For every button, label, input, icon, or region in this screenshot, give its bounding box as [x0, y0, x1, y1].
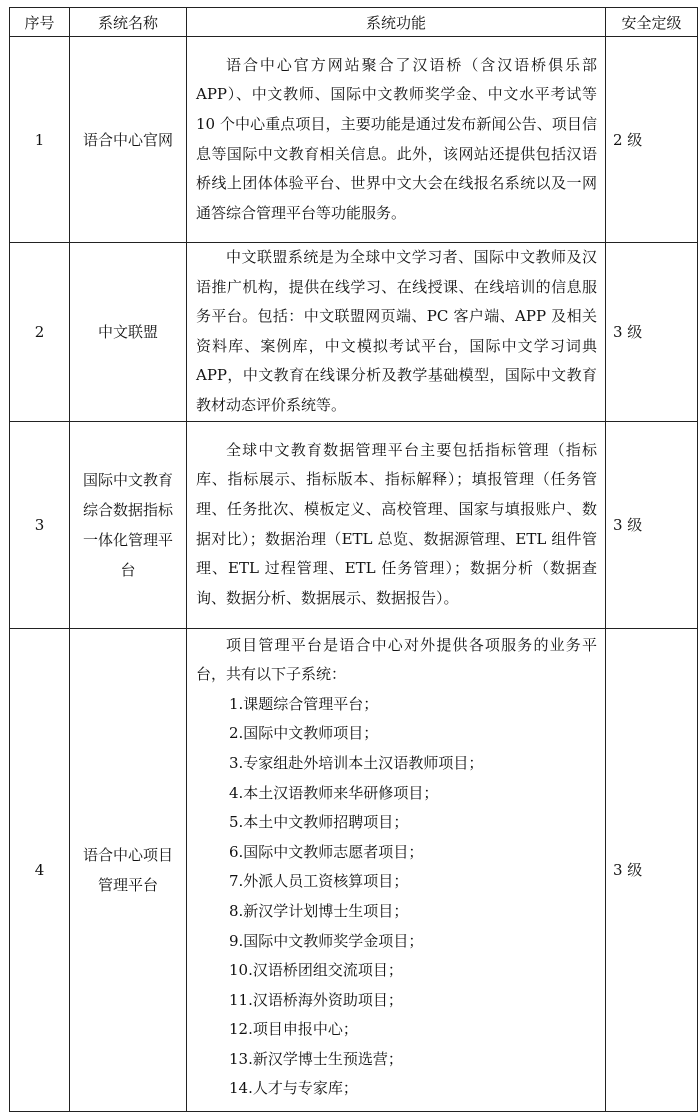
table-row	[10, 37, 698, 243]
function-text: 全球中文教育数据管理平台主要包括指标管理（指标库、指标展示、指标版本、指标解释）；填报管理（任务管理、任务批次、模板定义、高校管理、国家与填报账户、数据对比）；数据治理（ETL 总览、数据源管理、ETL 组件管理、ETL 过程管理、ETL 任务管理）；数据分析（数据查询、数据分析、数据展示、数据报告）。	[196, 440, 597, 607]
subsystem-list	[196, 690, 597, 1104]
subsystem-item: 7.外派人员工资核算项目；	[229, 872, 409, 891]
header-function: 系统功能	[187, 8, 606, 37]
header-level: 安全定级	[606, 8, 698, 37]
table-row	[10, 628, 698, 1111]
subsystem-item: 1.课题综合管理平台；	[229, 694, 379, 713]
row-no: 4	[10, 628, 70, 1111]
subsystem-item: 4.本土汉语教师来华研修项目；	[229, 783, 439, 802]
row-security-level: 3 级	[606, 628, 698, 1111]
subsystem-item: 2.国际中文教师项目；	[229, 724, 379, 743]
subsystem-item: 10.汉语桥团组交流项目；	[229, 961, 403, 980]
row-function	[187, 243, 606, 422]
systems-table	[9, 7, 698, 1112]
subsystem-item: 5.本土中文教师招聘项目；	[229, 813, 409, 832]
table-row	[10, 421, 698, 628]
row-security-level: 2 级	[606, 37, 698, 243]
subsystem-item: 13.新汉学博士生预选营；	[229, 1049, 403, 1068]
row-no: 1	[10, 37, 70, 243]
subsystem-item: 14.人才与专家库；	[229, 1079, 358, 1098]
row-function	[187, 421, 606, 628]
function-text: 中文联盟系统是为全球中文学习者、国际中文教师及汉语推广机构，提供在线学习、在线授课、在线培训的信息服务平台。包括：中文联盟网页端、PC 客户端、APP 及相关资料库、案例库，中文模拟考试平台，国际中文学习词典 APP，中文教育在线课分析及教学基础模型，国际中文教育教材动态评价系统等。	[196, 248, 597, 414]
subsystem-item: 9.国际中文教师奖学金项目；	[229, 931, 424, 950]
row-no: 3	[10, 421, 70, 628]
row-security-level: 3 级	[606, 243, 698, 422]
row-system-name: 中文联盟	[70, 243, 187, 422]
subsystem-item: 11.汉语桥海外资助项目；	[229, 990, 403, 1009]
row-system-name: 语合中心项目管理平台	[70, 628, 187, 1111]
row-function	[187, 37, 606, 243]
subsystem-item: 3.专家组赴外培训本土汉语教师项目；	[229, 753, 484, 772]
function-text: 语合中心官方网站聚合了汉语桥（含汉语桥俱乐部 APP）、中文教师、国际中文教师奖学金、中文水平考试等 10 个中心重点项目，主要功能是通过发布新闻公告、项目信息等国际中文教育相关信息。此外，该网站还提供包括汉语桥线上团体体验平台、世界中文大会在线报名系统以及一网通答综合管理平台等功能服务。	[196, 55, 597, 222]
row-system-name: 语合中心官网	[70, 37, 187, 243]
subsystem-item: 12.项目申报中心；	[229, 1020, 358, 1039]
row-security-level: 3 级	[606, 421, 698, 628]
table-header-row	[10, 8, 698, 37]
subsystem-item: 6.国际中文教师志愿者项目；	[229, 842, 424, 861]
table-row	[10, 243, 698, 422]
row-system-name: 国际中文教育综合数据指标一体化管理平台	[70, 421, 187, 628]
function-text: 项目管理平台是语合中心对外提供各项服务的业务平台，共有以下子系统：	[196, 635, 597, 684]
row-no: 2	[10, 243, 70, 422]
header-name: 系统名称	[70, 8, 187, 37]
row-function	[187, 628, 606, 1111]
header-no: 序号	[10, 8, 70, 37]
subsystem-item: 8.新汉学计划博士生项目；	[229, 901, 409, 920]
